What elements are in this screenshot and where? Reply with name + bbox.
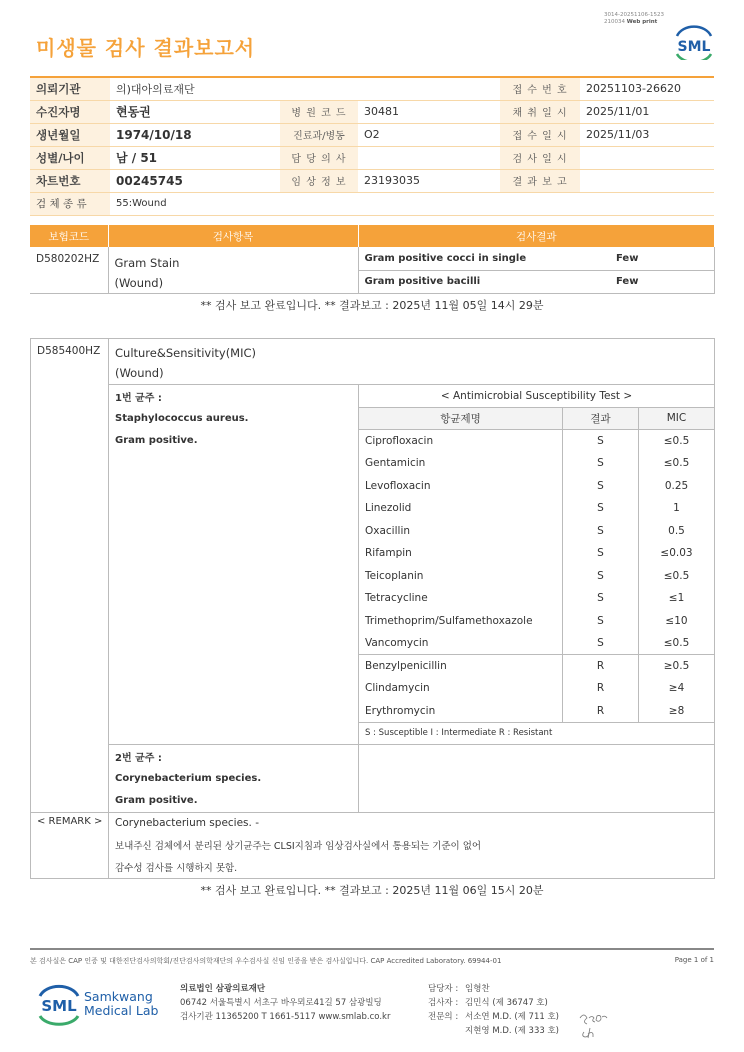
org-contact: 검사기관 11365200 T 1661-5117 www.smlab.co.kr [180, 1012, 391, 1022]
remark-label: < REMARK > [31, 812, 109, 878]
ast-drug: Trimethoprim/Sulfamethoxazole [359, 610, 563, 633]
header-item: 검사항목 [108, 225, 358, 247]
staff-name: 김민식 (제 36747 호) [465, 998, 548, 1008]
sml-footer-logo-icon [36, 982, 82, 1026]
ast-result: S [563, 452, 639, 475]
isolate1-gap [109, 542, 359, 565]
ast-drug: Benzylpenicillin [359, 655, 563, 678]
staff-name: 임형찬 [465, 984, 490, 994]
ast-col-result: 결과 [563, 407, 639, 430]
ast-drug: Tetracycline [359, 587, 563, 610]
specimen-value: 55:Wound [110, 192, 714, 215]
remark-line: 감수성 검사를 시행하지 못함. [115, 862, 238, 874]
footer-staff [428, 982, 559, 1038]
report-complete-2: ** 검사 보고 완료입니다. ** 결과보고 : 2025년 11월 06일 15시 20분 [200, 884, 544, 897]
ast-title: < Antimicrobial Susceptibility Test > [359, 385, 715, 408]
ast-result: R [563, 677, 639, 700]
staff-role: 담당자 : [428, 984, 459, 994]
isolate1-gram: Gram positive. [109, 430, 359, 453]
culture-item-line2: (Wound) [115, 365, 164, 380]
remark-line: Corynebacterium species. - [115, 817, 259, 829]
isolate1-gap [109, 520, 359, 543]
ast-result: R [563, 655, 639, 678]
ast-mic: 0.25 [639, 475, 715, 498]
print-code-line1: 3014-20251106-1523 [604, 12, 664, 18]
ast-mic: ≤0.5 [639, 452, 715, 475]
name-label: 수진자명 [30, 100, 110, 123]
report-value [580, 169, 714, 192]
org-name: 의료법인 삼광의료재단 [180, 984, 266, 994]
ast-result: S [563, 542, 639, 565]
isolate1-gap [109, 587, 359, 610]
receipt-date-value: 2025/11/03 [580, 123, 714, 146]
ast-result: S [563, 520, 639, 543]
ast-col-mic: MIC [639, 407, 715, 430]
hospital-code-value: 30481 [358, 100, 500, 123]
ast-drug: Rifampin [359, 542, 563, 565]
ast-mic: 0.5 [639, 520, 715, 543]
isolate1-title: 1번 균주 : [109, 385, 359, 408]
ast-mic: 1 [639, 497, 715, 520]
ast-mic: ≤0.03 [639, 542, 715, 565]
doctor-label: 담 당 의 사 [280, 146, 358, 169]
print-code-label: Web print [626, 19, 658, 25]
gram-result-name: Gram positive bacilli [358, 270, 610, 293]
org-label: 의뢰기관 [30, 77, 110, 100]
specimen-label: 검 체 종 류 [30, 192, 110, 215]
receipt-no-value: 20251103-26620 [580, 77, 714, 100]
isolate1-name: Staphylococcus aureus. [109, 407, 359, 430]
print-code [604, 12, 664, 26]
report-title: 미생물 검사 결과보고서 [36, 36, 256, 60]
gram-result-value: Few [610, 247, 714, 270]
isolate1-gap [109, 655, 359, 678]
dept-label: 진료과/병동 [280, 123, 358, 146]
footer-cert [30, 956, 714, 966]
ast-drug: Gentamicin [359, 452, 563, 475]
birth-value: 1974/10/18 [110, 123, 280, 146]
org-address: 06742 서울특별시 서초구 바우뫼로41길 57 삼광빌딩 [180, 998, 382, 1008]
sex-age-value: 남 / 51 [110, 146, 280, 169]
footer-brand [84, 990, 158, 1018]
gram-stain-table [30, 225, 715, 294]
gram-result-value: Few [610, 270, 714, 293]
ast-mic: ≤0.5 [639, 632, 715, 655]
collect-date-label: 채 취 일 시 [500, 100, 580, 123]
report-label: 결 과 보 고 [500, 169, 580, 192]
exam-date-label: 검 사 일 시 [500, 146, 580, 169]
isolate1-gap [109, 700, 359, 723]
brand-line1: Samkwang [84, 989, 153, 1004]
isolate1-gap [109, 677, 359, 700]
isolate1-gap [109, 475, 359, 498]
staff-name: 지현영 M.D. (제 333 호) [465, 1026, 560, 1036]
birth-label: 생년월일 [30, 123, 110, 146]
staff-role: 검사자 : [428, 998, 459, 1008]
report-complete-1: ** 검사 보고 완료입니다. ** 결과보고 : 2025년 11월 05일 14시 29분 [200, 299, 544, 312]
gram-code: D580202HZ [30, 247, 108, 294]
ast-drug: Erythromycin [359, 700, 563, 723]
dept-value: O2 [358, 123, 500, 146]
ast-mic: ≥4 [639, 677, 715, 700]
collect-date-value: 2025/11/01 [580, 100, 714, 123]
header-code: 보험코드 [30, 225, 108, 247]
ast-mic: ≤0.5 [639, 430, 715, 453]
clinical-value: 23193035 [358, 169, 500, 192]
ast-result: R [563, 700, 639, 723]
clinical-label: 임 상 정 보 [280, 169, 358, 192]
cert-text: 본 검사실은 CAP 인증 및 대한진단검사의학회/진단검사의학재단의 우수검사실 신임 인증을 받은 검사실입니다. CAP Accredited Laboratory. 69944-01 [30, 957, 502, 965]
patient-info-table [30, 76, 714, 216]
remark-line: 보내주신 검체에서 분리된 상기균주는 CLSI지침과 임상검사실에서 통용되는 기준이 없어 [115, 841, 482, 852]
ast-drug: Ciprofloxacin [359, 430, 563, 453]
culture-item-line1: Culture&Sensitivity(MIC) [115, 345, 257, 360]
chart-value: 00245745 [110, 169, 280, 192]
gram-item [108, 247, 358, 294]
isolate2-gram: Gram positive. [109, 790, 359, 813]
staff-name: 서소연 M.D. (제 711 호) [465, 1012, 560, 1022]
sml-footer-logo-text: SML [41, 997, 77, 1015]
ast-result: S [563, 497, 639, 520]
header-result: 검사결과 [358, 225, 714, 247]
exam-date-value [580, 146, 714, 169]
culture-item [109, 339, 715, 385]
ast-mic: ≤10 [639, 610, 715, 633]
sml-logo-icon [673, 24, 715, 60]
culture-table [30, 338, 715, 813]
ast-result: S [563, 587, 639, 610]
ast-drug: Oxacillin [359, 520, 563, 543]
ast-mic: ≥0.5 [639, 655, 715, 678]
isolate1-gap [109, 632, 359, 655]
isolate2-title: 2번 균주 : [109, 745, 359, 768]
culture-code: D585400HZ [31, 339, 109, 813]
name-value: 현동권 [110, 100, 280, 123]
sml-logo-text: SML [677, 39, 711, 55]
ast-drug: Vancomycin [359, 632, 563, 655]
ast-result: S [563, 430, 639, 453]
ast-col-drug: 항균제명 [359, 407, 563, 430]
ast-result: S [563, 610, 639, 633]
isolate1-gap [109, 452, 359, 475]
staff-role: 전문의 : [428, 1012, 459, 1022]
doctor-value [358, 146, 500, 169]
ast-mic: ≤0.5 [639, 565, 715, 588]
ast-mic: ≥8 [639, 700, 715, 723]
ast-drug: Levofloxacin [359, 475, 563, 498]
footer-divider [30, 948, 714, 950]
footer-org [180, 982, 390, 1024]
sex-age-label: 성별/나이 [30, 146, 110, 169]
ast-result: S [563, 632, 639, 655]
ast-drug: Linezolid [359, 497, 563, 520]
isolate1-gap [109, 610, 359, 633]
brand-line2: Medical Lab [84, 1003, 159, 1018]
ast-legend: S : Susceptible I : Intermediate R : Resistant [359, 722, 715, 745]
hospital-code-label: 병 원 코 드 [280, 100, 358, 123]
ast-drug: Teicoplanin [359, 565, 563, 588]
ast-result: S [563, 475, 639, 498]
receipt-no-label: 접 수 번 호 [500, 77, 580, 100]
isolate1-gap [109, 565, 359, 588]
isolate1-gap [109, 722, 359, 745]
gram-result-name: Gram positive cocci in single [358, 247, 610, 270]
chart-label: 차트번호 [30, 169, 110, 192]
signature-icon [578, 1010, 610, 1040]
gram-item-line1: Gram Stain [114, 256, 180, 270]
isolate2-name: Corynebacterium species. [109, 767, 359, 790]
page-number: Page 1 of 1 [674, 956, 714, 964]
ast-drug: Clindamycin [359, 677, 563, 700]
isolate1-gap [109, 497, 359, 520]
receipt-date-label: 접 수 일 시 [500, 123, 580, 146]
isolate2-empty-cell [359, 745, 715, 813]
ast-mic: ≤1 [639, 587, 715, 610]
remark-table [30, 812, 715, 879]
org-value: 의)대아의료재단 [110, 77, 500, 100]
print-code-line2: 210034 [604, 19, 625, 25]
gram-item-line2: (Wound) [114, 276, 164, 290]
ast-result: S [563, 565, 639, 588]
